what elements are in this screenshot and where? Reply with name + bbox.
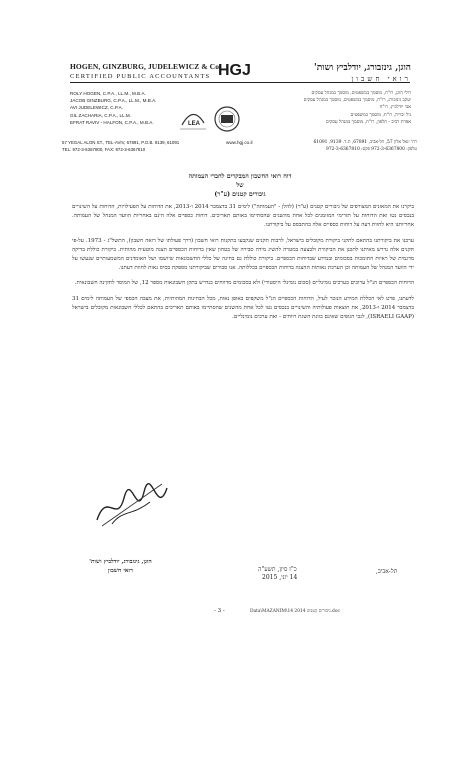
report-paragraph: לדעתנו, פרט לאי הכללת המידע הנזכר לעיל, הדוחות הכספיים הנ"ל משקפים באופן נאות, מכל הבחינות המהותיות, את מצבה הכספי של העמותה לימים 31 בדצמבר 2014 ו-2013, את תוצאות פעולותיה והשינויים בנכסים נטו לכל אחת מהשנים שהסתיימו באותם תאריכים בהתאם לכללי חשבונאות מקובלים בישראל (ISRAELI GAAP), לגבי הגופים שאינם כוונת השגת רווחים - ואת ערכים נומינליים. [72, 295, 415, 321]
letterhead-hebrew [261, 62, 411, 83]
address-english: 57 YEGAL ALON ST., TEL-AVIV, 67891, P.O.B. 9139, 61091 [62, 140, 180, 145]
iso-certification-icon [212, 104, 242, 134]
hgj-logo: HGJ [218, 62, 251, 79]
lea-logo-icon [176, 103, 210, 135]
phone-english: TEL: 972-3-6367800, FAX: 972-3-6367810 [62, 146, 146, 152]
report-body [72, 203, 414, 328]
signature-firm: הוגן, גינזבורג, יודלביץ ושות' [89, 559, 152, 565]
firm-name-hebrew: הוגן, גינזבורג, יודלביץ ושות' [313, 63, 411, 73]
report-title-line-1: דוח רואי החשבון המבקרים לחברי העמותה [188, 173, 292, 180]
partner-he: רולי הוגן, רו"ח, מוסמך במשפטים, מוסמך במנהל עסקים [311, 91, 411, 96]
report-title [70, 172, 410, 199]
partner-en: EFRAT RAVIV - HALFON, C.P.A., M.B.A. [70, 119, 154, 125]
address-hebrew: רח' יגאל אלון 57, תל-אביב, 67891, ת.ד. 9139, 61091 [313, 140, 417, 145]
partner-en: AVI JUDELEWICZ, C.P.A. [70, 105, 123, 111]
firm-subtitle-hebrew: רואי חשבון [351, 75, 411, 83]
report-paragraph: ביקרנו את המאזנים המצורפים של גיבורים קטנים (ע"ר) (להלן - "העמותה") לימים 31 בדצמבר 2014 ו-2013, את הדוחות על הפעילויות, הדוחות על השינויים בנכסים נטו ואת הדוחות על תזרימי המזומנים לכל אחת מהשנים שהסתיימו באותם תאריכים. דוחות כספיים אלה הינם באחריות הוועד המנהל של העמותה. אחריותנו היא לחוות דעה על דוחות כספיים אלה בהתבסס על ביקורתנו. [72, 204, 414, 229]
signature-title: רואי חשבון [108, 568, 133, 574]
letterhead-english [70, 62, 220, 80]
date-hebrew: כ"ז סיון, תשע"ה [258, 566, 297, 573]
partners-list-hebrew [271, 90, 411, 126]
partner-he: אבי יודלביץ, רו"ח [379, 105, 411, 111]
handwritten-signature-icon [92, 480, 172, 530]
partner-he: גיל זכריה, רו"ח, מוסמך במשפטים [350, 112, 411, 118]
page-number: - 3 - [214, 608, 225, 614]
place: תל-אביב, [376, 568, 398, 575]
phone-hebrew: טלפון: 972-3-6367800 פקס: 972-3-6367810 [326, 146, 417, 152]
report-paragraph: הדוחות הכספיים הנ"ל ערוכים בערכים נומינליים (סכום נומינלי היסטורי) ולא בסכומים מדווחים כנדרש בתקן חשבונאות מספר 12, של המוסד לתקינה חשבונאית. [74, 280, 414, 287]
file-path: Data\MAZANIM\14 גיבורים קטנים 2014.doc [250, 609, 340, 614]
date-gregorian: 14 יוני, 2015 [262, 574, 298, 581]
signature-block [68, 558, 173, 576]
partner-he: יעקב גינזבורג, רו"ח, מוסמך במשפטים, מוסמך במנהל עסקים [303, 98, 411, 104]
partner-en: ROLY HOGEN, C.P.A., LL.M., M.B.A. [70, 91, 146, 96]
partner-en: JACOB GINZBURG, C.P.A., LL.M., M.B.A. [70, 98, 157, 104]
letterhead-divider [70, 82, 410, 83]
partner-en: GIL ZACHARIA, C.P.A., LL.M. [70, 112, 132, 118]
report-paragraph: ערכנו את ביקורתנו בהתאם לתקני ביקורת מקובלים בישראל, לרבות תקנים שנקבעו בתקנות רואי חשבון (דרך פעולתו של רואה חשבון), התשל"ג - 1973. על-פי תקנים אלה נדרש מאיתנו לתכנן את הביקורת ולבצעה במטרה להשיג מידה סבירה של בטחון שאין בדוחות הכספיים הצגה מוטעית מהותית. ביקורת כוללת בדיקה מדגמית של ראיות התומכות בסכומים ובמידע שבדוחות הכספיים. ביקורת כוללת גם בחינה של כללי החשבונאות שיושמו ושל האומדנים המשמעותיים שנעשו על ידי הוועד המנהל של העמותה וכן הערכת נאותות ההצגה בדוחות הכספיים בכללותה. אנו סבורים שביקורתנו מספקת בסיס נאות לחוות דעתנו. [72, 237, 414, 272]
contact-hebrew [257, 140, 417, 153]
report-title-line-2: של [236, 182, 244, 189]
report-title-line-3: גיבורים קטנים (ע"ר) [214, 191, 266, 198]
svg-text:LEA: LEA [188, 121, 200, 127]
firm-name-english: HOGEN, GINZBURG, JUDELEWICZ & Co. [70, 62, 222, 71]
website-link[interactable]: www.hgj.co.il [226, 140, 253, 145]
firm-subtitle-english: CERTIFIED PUBLIC ACCOUNTANTS [70, 73, 211, 80]
partner-he: אפרת רביב - חלפון, רו"ח, מוסמך במנהל עסקים [325, 119, 411, 125]
